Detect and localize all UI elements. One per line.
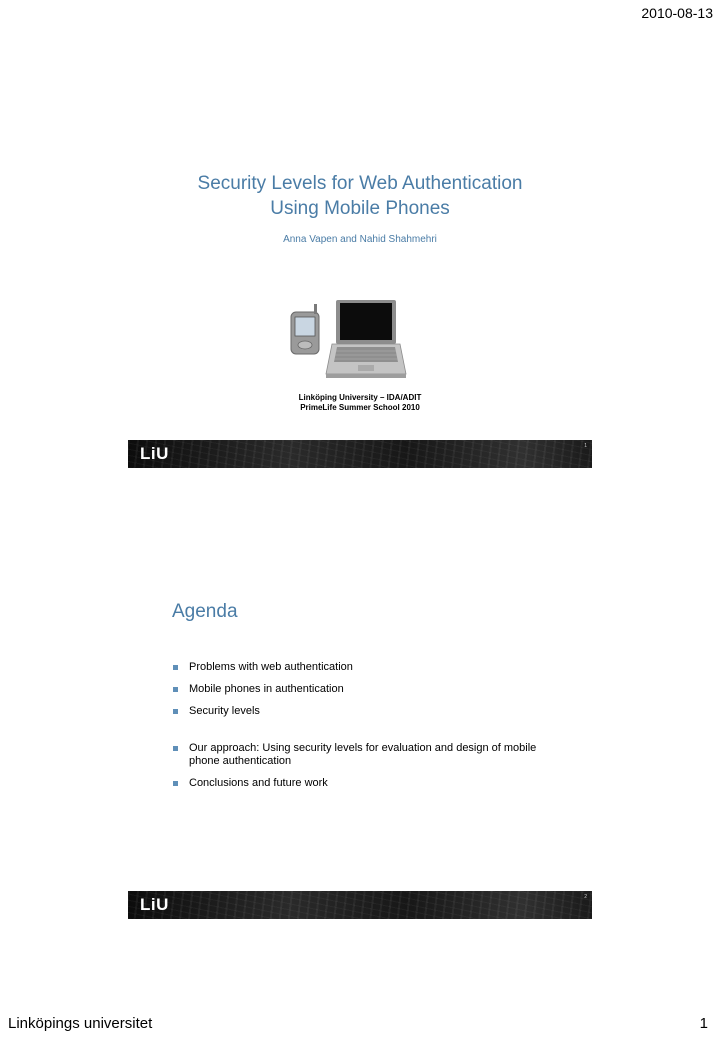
slide-footer-bar [128, 891, 592, 919]
affiliation-line-1: Linköping University – IDA/ADIT [298, 393, 422, 402]
liu-logo: LiU [140, 444, 169, 463]
mobile-phone-icon [291, 304, 319, 354]
bullet-square-icon [173, 746, 178, 751]
slide-1 [128, 80, 592, 468]
affiliation [128, 393, 592, 413]
affiliation-line-2: PrimeLife Summer School 2010 [300, 403, 420, 412]
list-item: Security levels [173, 705, 573, 718]
slide-title: Agenda [172, 601, 238, 622]
authors: Anna Vapen and Nahid Shahmehri [283, 234, 437, 245]
agenda-list [173, 661, 573, 790]
title-line-1: Security Levels for Web Authentication [197, 173, 523, 194]
title-line-2: Using Mobile Phones [270, 198, 450, 219]
page-number: 1 [699, 1015, 708, 1032]
phone-laptop-graphic [288, 300, 428, 382]
slide-number: 2 [584, 894, 587, 900]
bullet-square-icon [173, 709, 178, 714]
list-item: Mobile phones in authentication [173, 683, 573, 696]
list-item: Our approach: Using security levels for evaluation and design of mobile phone authentication [173, 742, 569, 768]
liu-logo: LiU [140, 895, 169, 914]
list-item: Conclusions and future work [173, 777, 573, 790]
laptop-icon [326, 300, 406, 378]
footer-institution: Linköpings universitet [8, 1015, 153, 1032]
slide-number: 1 [584, 443, 587, 449]
print-date: 2010-08-13 [641, 5, 713, 21]
slide-footer-bar [128, 440, 592, 468]
list-item: Problems with web authentication [173, 661, 573, 674]
slide-title [128, 171, 592, 221]
bullet-square-icon [173, 781, 178, 786]
bullet-square-icon [173, 665, 178, 670]
bullet-square-icon [173, 687, 178, 692]
slide-2 [128, 532, 592, 919]
